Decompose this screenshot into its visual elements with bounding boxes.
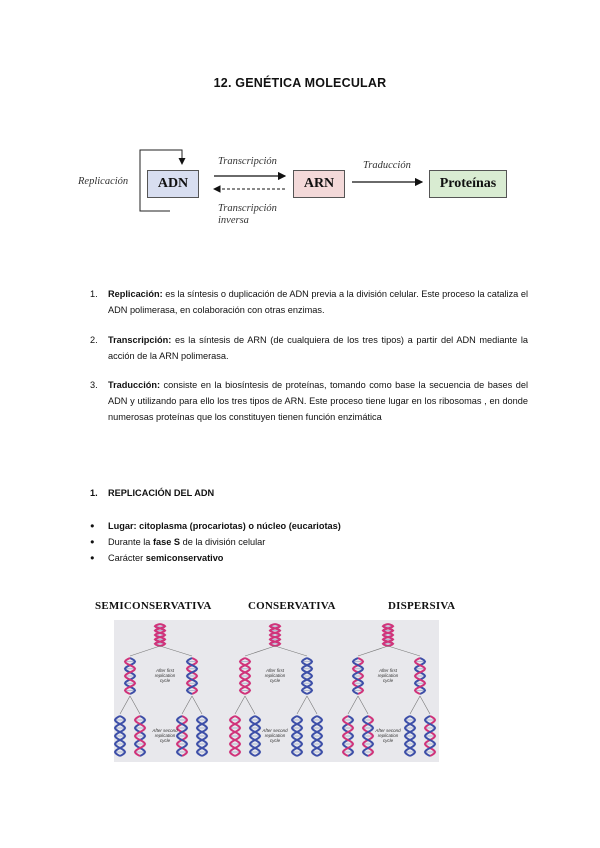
traduccion-label: Traducción (363, 160, 411, 171)
list-text: consiste en la biosíntesis de proteínas, tomando como base la secuencia de bases del ADN y utilizando para ello los tres tipos de ARN. Este proceso tiene lugar en los ribosomas , en donde numerosas proteínas que los constituyen tienen función enzimática (108, 380, 528, 422)
section-number: 1. (90, 488, 98, 498)
list-term: Replicación: (108, 289, 163, 299)
bullet-item: ● Lugar: citoplasma (procariotas) o núcleo (eucariotas) (90, 518, 341, 534)
list-term: Transcripción: (108, 335, 172, 345)
section-title: REPLICACIÓN DEL ADN (108, 488, 215, 498)
transcripcion-inversa-label-1: Transcripción (218, 203, 277, 214)
adn-box: ADN (147, 170, 199, 198)
page-title: 12. GENÉTICA MOLECULAR (213, 76, 387, 90)
proteinas-box: Proteínas (429, 170, 507, 198)
bullet-list (90, 518, 341, 566)
bullet-item: ● Carácter semiconservativo (90, 550, 341, 566)
list-item (90, 286, 528, 318)
model-title-conservativa: CONSERVATIVA (248, 600, 336, 612)
list-text: es la síntesis o duplicación de ADN previa a la división celular. Este proceso la cataliza el ADN polimerasa, en colaboración con otras enzimas. (108, 289, 528, 315)
section-heading (90, 488, 214, 498)
model-title-semiconservativa: SEMICONSERVATIVA (95, 600, 212, 612)
arn-box: ARN (293, 170, 345, 198)
second-cycle-label: After second replication cycle (262, 728, 288, 743)
model-title-dispersiva: DISPERSIVA (388, 600, 456, 612)
list-item (90, 332, 528, 364)
second-cycle-label: After second replication cycle (152, 728, 178, 743)
list-number: 3. (90, 380, 98, 390)
list-item (90, 377, 528, 425)
list-number: 1. (90, 289, 98, 299)
replicacion-label: Replicación (78, 176, 129, 187)
list-number: 2. (90, 335, 98, 345)
list-text: es la síntesis de ARN (de cualquiera de los tres tipos) a partir del ADN mediante la acción de la ARN polimerasa. (108, 335, 528, 361)
first-cycle-label: After first replication cycle (154, 668, 176, 683)
list-term: Traducción: (108, 380, 161, 390)
second-cycle-label: After second replication cycle (375, 728, 401, 743)
transcripcion-inversa-label-2: inversa (218, 215, 249, 226)
first-cycle-label: After first replication cycle (264, 668, 286, 683)
transcripcion-label: Transcripción (218, 156, 277, 167)
bullet-item: ● Durante la fase S de la división celular (90, 534, 341, 550)
first-cycle-label: After first replication cycle (377, 668, 399, 683)
